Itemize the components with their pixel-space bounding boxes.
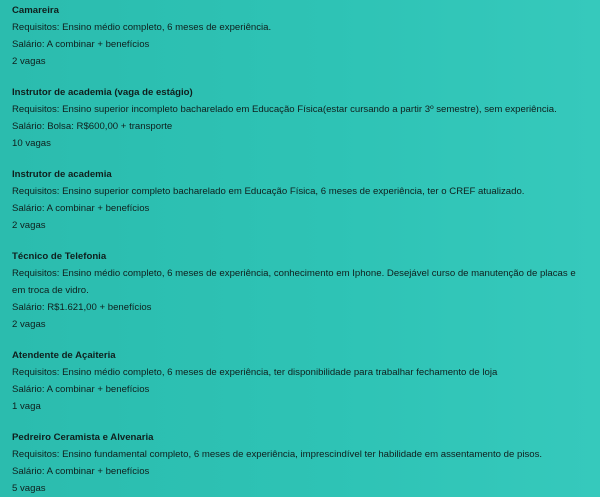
job-title: Camareira <box>12 5 59 16</box>
job-title: Técnico de Telefonia <box>12 251 107 262</box>
job-salary: Salário: R$1.621,00 + benefícios <box>12 302 152 313</box>
job-salary: Salário: A combinar + benefícios <box>12 466 150 477</box>
job-requirements: Requisitos: Ensino médio completo, 6 meses de experiência, conhecimento em Iphone. Desejável curso de manutenção de placas e em troca de vidro. <box>12 268 576 296</box>
job-vacancies: 1 vaga <box>12 401 41 412</box>
job-salary: Salário: A combinar + benefícios <box>12 203 150 214</box>
job-listing <box>12 429 588 497</box>
job-requirements: Requisitos: Ensino fundamental completo, 6 meses de experiência, imprescindível ter habilidade em assentamento de pisos. <box>12 449 543 460</box>
job-listing <box>12 2 588 70</box>
job-listing <box>12 248 588 333</box>
job-title: Instrutor de academia <box>12 169 112 180</box>
job-vacancies: 2 vagas <box>12 56 46 67</box>
job-listing <box>12 166 588 234</box>
job-listing <box>12 84 588 152</box>
job-requirements: Requisitos: Ensino superior completo bacharelado em Educação Física, 6 meses de experiência, ter o CREF atualizado. <box>12 186 525 197</box>
job-vacancies: 2 vagas <box>12 319 46 330</box>
job-vacancies: 5 vagas <box>12 483 46 494</box>
job-listing <box>12 347 588 415</box>
job-vacancies: 10 vagas <box>12 138 51 149</box>
job-salary: Salário: A combinar + benefícios <box>12 39 150 50</box>
job-vacancies: 2 vagas <box>12 220 46 231</box>
job-title: Pedreiro Ceramista e Alvenaria <box>12 432 154 443</box>
job-requirements: Requisitos: Ensino médio completo, 6 meses de experiência. <box>12 22 272 33</box>
job-title: Atendente de Açaiteria <box>12 350 116 361</box>
job-requirements: Requisitos: Ensino médio completo, 6 meses de experiência, ter disponibilidade para trabalhar fechamento de loja <box>12 367 498 378</box>
job-salary: Salário: A combinar + benefícios <box>12 384 150 395</box>
job-requirements: Requisitos: Ensino superior incompleto bacharelado em Educação Física(estar cursando a partir 3º semestre), sem experiência. <box>12 104 557 115</box>
job-title: Instrutor de academia (vaga de estágio) <box>12 87 193 98</box>
job-salary: Salário: Bolsa: R$600,00 + transporte <box>12 121 173 132</box>
